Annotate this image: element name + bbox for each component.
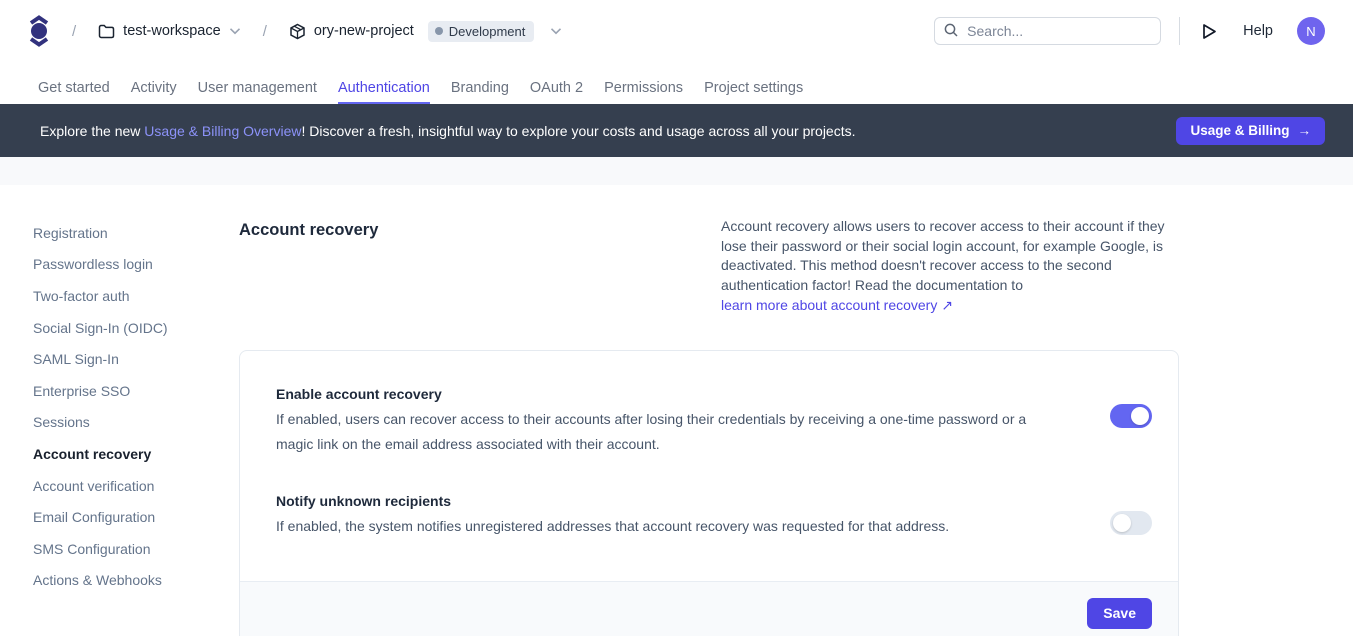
page-header [239,217,1179,316]
sidebar-item-registration[interactable]: Registration [33,224,108,241]
banner-text-suffix: ! Discover a fresh, insightful way to explore your costs and usage across all your projects. [301,122,856,139]
settings-sidebar [0,217,239,636]
search-input[interactable] [934,17,1161,45]
page-description-text: Account recovery allows users to recover access to their account if they lose their password or their social login account, for example Google, is deactivated. This method doesn't recover access to the second authentication factor! Read the documentation to [721,218,1165,293]
setting-title: Notify unknown recipients [276,492,452,509]
setting-title: Enable account recovery [276,385,442,402]
search-icon [943,22,959,38]
announcement-banner [0,104,1353,157]
sidebar-item-email-configuration[interactable]: Email Configuration [33,509,156,526]
card-body [240,351,1178,581]
sidebar-item-enterprise-sso[interactable]: Enterprise SSO [33,382,131,399]
tab-project-settings[interactable]: Project settings [704,62,803,104]
sidebar-item-sms-configuration[interactable]: SMS Configuration [33,540,151,557]
workspace-selector[interactable] [98,23,241,39]
sidebar-item-social-sign-in[interactable]: Social Sign-In (OIDC) [33,319,168,336]
folder-icon [98,24,115,39]
chevron-down-icon [229,27,241,35]
sidebar-item-account-recovery[interactable]: Account recovery [33,445,152,462]
usage-billing-button-label: Usage & Billing [1190,123,1290,138]
user-avatar[interactable]: N [1297,17,1325,45]
help-button[interactable]: Help [1243,23,1273,39]
ory-logo-icon[interactable] [28,15,50,47]
content-area [0,185,1353,636]
project-nav-tabs [0,62,1353,104]
tab-authentication[interactable]: Authentication [338,62,430,104]
setting-description: If enabled, users can recover access to their accounts after losing their credentials by receiving a one-time password or a magic link on the email address associated with their account. [276,410,1027,452]
banner-text-prefix: Explore the new [40,122,145,139]
banner-text [40,123,856,139]
tab-oauth2[interactable]: OAuth 2 [530,62,583,104]
sidebar-item-two-factor-auth[interactable]: Two-factor auth [33,287,130,304]
usage-billing-button[interactable] [1176,117,1325,145]
card-footer [240,581,1178,636]
header-divider [1179,17,1180,45]
page-description [721,217,1179,316]
project-selector[interactable] [289,21,563,42]
chevron-down-icon [550,27,562,35]
tab-branding[interactable]: Branding [451,62,509,104]
sidebar-item-saml-sign-in[interactable]: SAML Sign-In [33,351,119,368]
save-button[interactable]: Save [1087,598,1152,629]
topbar-right-group [934,17,1325,45]
tab-permissions[interactable]: Permissions [604,62,683,104]
tab-activity[interactable]: Activity [131,62,177,104]
learn-more-link[interactable] [721,296,953,316]
page-title: Account recovery [239,221,379,239]
tab-get-started[interactable]: Get started [38,62,110,104]
notify-unknown-recipients-toggle[interactable] [1110,511,1152,535]
toggle-knob [1131,407,1149,425]
tab-user-management[interactable]: User management [198,62,317,104]
environment-label: Development [448,23,526,39]
environment-badge [428,21,535,42]
package-icon [289,23,306,40]
enable-account-recovery-toggle[interactable] [1110,404,1152,428]
setting-text [276,386,1110,457]
external-link-icon: ↗ [941,297,953,313]
search-box [934,17,1161,45]
status-dot [435,27,443,35]
main-panel [239,217,1179,636]
sidebar-item-actions-webhooks[interactable]: Actions & Webhooks [33,572,162,589]
project-name: ory-new-project [313,23,414,39]
breadcrumb-separator: / [72,22,77,40]
toggle-knob [1113,514,1131,532]
sidebar-item-passwordless-login[interactable]: Passwordless login [33,256,153,273]
setting-text [276,493,1110,539]
workspace-name: test-workspace [123,23,221,39]
breadcrumb-separator: / [262,22,267,40]
play-icon[interactable] [1202,23,1217,40]
setting-description: If enabled, the system notifies unregistered addresses that account recovery was requested for that address. [276,517,950,534]
account-recovery-card [239,350,1179,636]
setting-enable-account-recovery [276,386,1152,457]
usage-billing-overview-link[interactable]: Usage & Billing Overview [144,122,302,139]
setting-notify-unknown-recipients [276,493,1152,539]
sidebar-item-sessions[interactable]: Sessions [33,414,90,431]
learn-more-link-text: learn more about account recovery [721,297,938,313]
sidebar-item-account-verification[interactable]: Account verification [33,477,155,494]
arrow-right-icon: → [1297,123,1311,138]
top-bar [0,0,1353,62]
subheader-strip [0,157,1353,185]
